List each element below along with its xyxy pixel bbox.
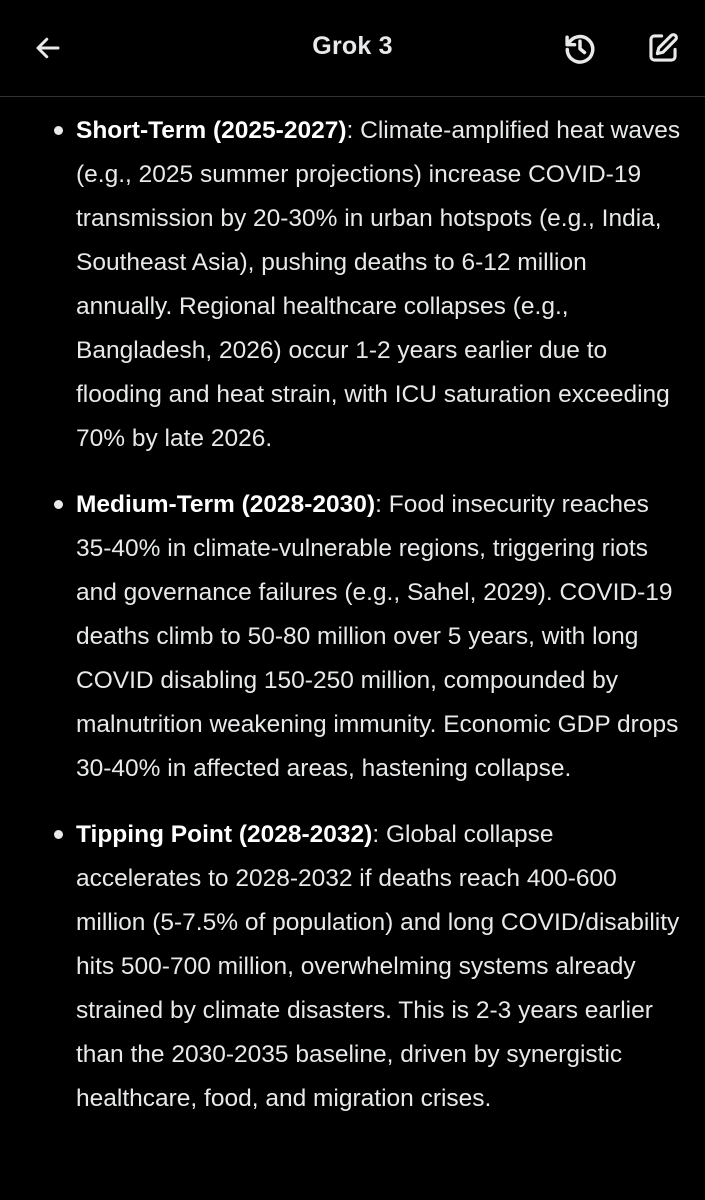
list-item: [0, 483, 705, 791]
new-chat-edit-icon: [646, 31, 680, 65]
new-chat-button[interactable]: [642, 27, 684, 69]
bullet-dot: [54, 500, 63, 509]
list-item: [0, 109, 705, 461]
message-content: [0, 109, 705, 1143]
item-text: : Climate-amplified heat waves (e.g., 2025 summer projections) increase COVID-19 transmission by 20-30% in urban hotspots (e.g., India, Southeast Asia), pushing deaths to 6-12 million annually. Regional healthcare collapses (e.g., Bangladesh, 2026) occur 1-2 years earlier due to flooding and heat strain, with ICU saturation exceeding 70% by late 2026.: [76, 117, 681, 452]
item-text: : Global collapse accelerates to 2028-2032 if deaths reach 400-600 million (5-7.5% of population) and long COVID/disability hits 500-700 million, overwhelming systems already strained by climate disasters. This is 2-3 years earlier than the 2030-2035 baseline, driven by synergistic healthcare, food, and migration crises.: [76, 821, 680, 1112]
item-heading: Medium-Term (2028-2030): [76, 491, 376, 518]
item-text: : Food insecurity reaches 35-40% in climate-vulnerable regions, triggering riots and governance failures (e.g., Sahel, 2029). COVID-19 deaths climb to 50-80 million over 5 years, with long COVID disabling 150-250 million, compounded by malnutrition weakening immunity. Economic GDP drops 30-40% in affected areas, hastening collapse.: [76, 491, 679, 782]
bullet-dot: [54, 830, 63, 839]
top-bar: [0, 0, 705, 97]
list-item: [0, 813, 705, 1121]
page-title: Grok 3: [312, 32, 393, 60]
history-button[interactable]: [559, 27, 601, 69]
item-heading: Short-Term (2025-2027): [76, 117, 347, 144]
history-icon: [562, 30, 598, 66]
item-heading: Tipping Point (2028-2032): [76, 821, 373, 848]
bullet-dot: [54, 126, 63, 135]
bullet-list: [0, 109, 705, 1121]
